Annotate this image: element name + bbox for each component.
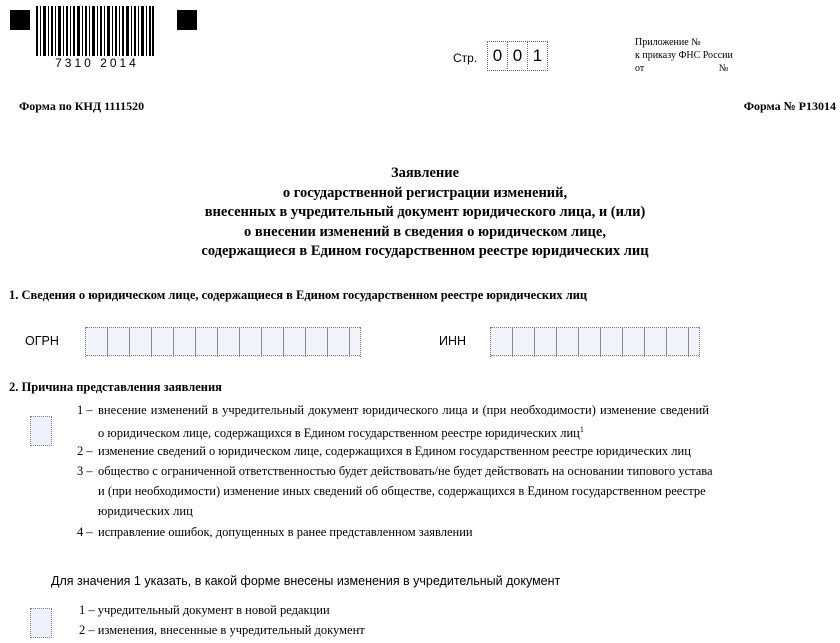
reason-option-3-line2: и (при необходимости) изменение иных сведений об обществе, содержащихся в Едином государственном реестре	[98, 484, 706, 498]
reason-option-2-num: 2 –	[77, 444, 93, 458]
form-knd-code: Форма по КНД 1111520	[19, 99, 145, 113]
barcode	[36, 6, 154, 56]
appendix-number-sign: №	[718, 63, 729, 74]
appendix-from: от	[635, 63, 645, 74]
section-1-heading: 1. Сведения о юридическом лице, содержащиеся в Едином государственном реестре юридических лиц	[9, 288, 588, 302]
corner-marker-left	[10, 10, 30, 30]
change-form-option-2: 2 – изменения, внесенные в учредительный документ	[79, 623, 365, 637]
reason-option-3	[77, 461, 837, 521]
change-form-option-1: 1 – учредительный документ в новой редакции	[79, 603, 330, 617]
appendix-line-2: к приказу ФНС России	[635, 50, 733, 61]
title-line-4: о внесении изменений в сведения о юридическом лице,	[244, 223, 606, 240]
page-label: Стр.	[453, 51, 478, 65]
document-title	[120, 164, 730, 262]
title-line-2: о государственной регистрации изменений,	[282, 184, 568, 201]
title-line-5: содержащиеся в Едином государственном реестре юридических лиц	[201, 243, 649, 259]
reason-option-2-line1: изменение сведений о юридическом лице, содержащихся в Едином государственном реестре юридических лиц	[98, 444, 691, 458]
appendix-line-3	[635, 62, 733, 75]
page-digit-3[interactable]: 1	[527, 41, 548, 71]
reason-option-1-num: 1 –	[77, 403, 93, 417]
section-2-heading: 2. Причина представления заявления	[9, 380, 222, 394]
reason-option-1-line1: внесение изменений в учредительный документ юридического лица и (при необходимости) изменение сведений	[98, 403, 709, 417]
form-number: Форма № Р13014	[743, 99, 836, 113]
barcode-number: 7310 2014	[55, 56, 139, 70]
reason-option-1-line2: о юридическом лице, содержащихся в Едином государственном реестре юридических лиц	[98, 426, 580, 441]
page-digit-1[interactable]: 0	[487, 41, 508, 71]
reason-option-4-num: 4 –	[77, 525, 93, 539]
reason-option-3-line3: юридических лиц	[98, 504, 193, 518]
title-line-3: внесенных в учредительный документ юридического лица, и (или)	[204, 204, 646, 220]
appendix-note	[635, 36, 733, 75]
change-form-note: Для значения 1 указать, в какой форме внесены изменения в учредительный документ	[51, 574, 561, 588]
ogrn-field[interactable]	[85, 327, 361, 357]
inn-label: ИНН	[439, 334, 467, 348]
reason-code-field[interactable]	[30, 416, 52, 446]
page-digit-2[interactable]: 0	[507, 41, 528, 71]
corner-marker-right	[177, 10, 197, 30]
title-line-1: Заявление	[390, 165, 460, 181]
appendix-line-1: Приложение №	[635, 37, 701, 48]
reason-option-4-line1: исправление ошибок, допущенных в ранее представленном заявлении	[98, 525, 473, 539]
page-number-field[interactable]	[487, 41, 547, 71]
inn-field[interactable]	[490, 327, 700, 357]
reason-option-2	[77, 441, 837, 461]
ogrn-label: ОГРН	[25, 334, 59, 348]
reason-option-1-footnote: 1	[579, 425, 584, 434]
reason-option-3-line1: общество с ограниченной ответственностью будет действовать/не будет действовать на основании типового устава	[98, 464, 713, 478]
reason-option-3-num: 3 –	[77, 464, 93, 478]
reason-option-4	[77, 522, 837, 542]
reason-option-1	[77, 400, 837, 443]
change-form-code-field[interactable]	[30, 608, 52, 638]
